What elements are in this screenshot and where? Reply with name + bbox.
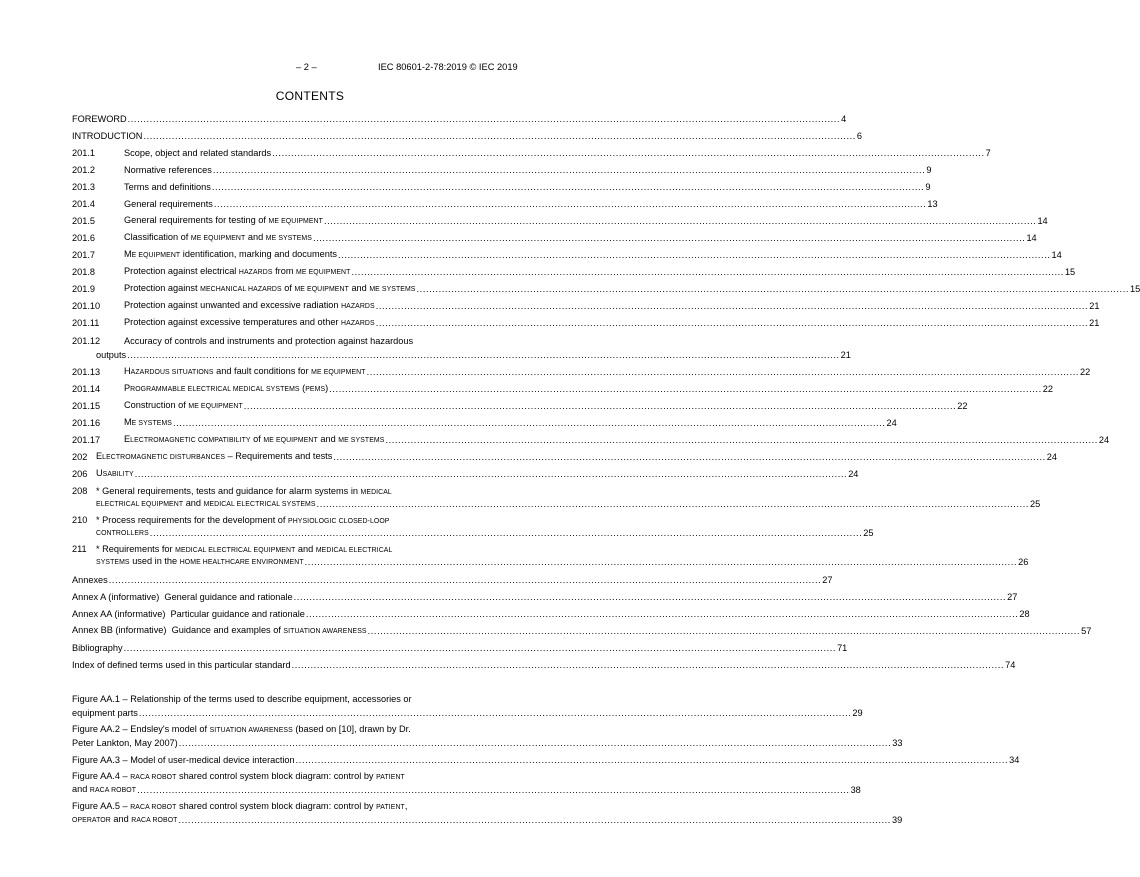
toc-entry-202[interactable]: 202 ELECTROMAGNETIC DISTURBANCES – Requirements and tests .................................................................................................................................................................................................................................. 24	[72, 451, 1058, 462]
leader-dots: ..................................................................................................................................................................................................................................	[149, 528, 863, 538]
toc-entry-206[interactable]: 206 USABILITY .................................................................................................................................................................................................................................. 24	[72, 468, 859, 479]
figure-entry-aa4-line1[interactable]: Figure AA.4 – RACA ROBOT shared control system block diagram: control by PATIENT	[72, 771, 405, 781]
toc-entry-introduction[interactable]: INTRODUCTION .................................................................................................................................................................................................................................. 6	[72, 131, 863, 141]
leader-dots: ..................................................................................................................................................................................................................................	[211, 182, 925, 192]
toc-entry-201-4[interactable]: 201.4 General requirements .................................................................................................................................................................................................................................. 13	[72, 199, 938, 209]
leader-dots: ..................................................................................................................................................................................................................................	[178, 815, 891, 825]
toc-entry-201-17[interactable]: 201.17 ELECTROMAGNETIC COMPATIBILITY of ME EQUIPMENT and ME SYSTEMS .................................................................................................................................................................................................................................. 24	[72, 434, 1110, 445]
leader-dots: ..................................................................................................................................................................................................................................	[416, 284, 1129, 294]
standard-header: IEC 80601-2-78:2019 © IEC 2019	[378, 62, 518, 72]
toc-entry-210-line1[interactable]: 210 * Process requirements for the development of PHYSIOLOGIC CLOSED-LOOP	[72, 515, 390, 525]
toc-entry-201-2[interactable]: 201.2 Normative references .................................................................................................................................................................................................................................. 9	[72, 165, 932, 175]
leader-dots: ..................................................................................................................................................................................................................................	[375, 301, 1089, 311]
toc-entry-annex-a[interactable]: Annex A (informative) General guidance and rationale .................................................................................................................................................................................................................................. 27	[72, 592, 1018, 602]
toc-entry-201-10[interactable]: 201.10 Protection against unwanted and excessive radiation HAZARDS .................................................................................................................................................................................................................................. 21	[72, 300, 1100, 311]
toc-entry-index[interactable]: Index of defined terms used in this particular standard .................................................................................................................................................................................................................................. 74	[72, 660, 1016, 670]
toc-entry-201-12-line1[interactable]: 201.12 Accuracy of controls and instruments and protection against hazardous	[72, 336, 414, 346]
figure-entry-aa1-line1[interactable]: Figure AA.1 – Relationship of the terms used to describe equipment, accessories or	[72, 694, 412, 704]
leader-dots: ..................................................................................................................................................................................................................................	[338, 250, 1051, 260]
leader-dots: ..................................................................................................................................................................................................................................	[375, 318, 1089, 328]
leader-dots: ..................................................................................................................................................................................................................................	[305, 609, 1019, 619]
leader-dots: ..................................................................................................................................................................................................................................	[212, 165, 926, 175]
leader-dots: ..................................................................................................................................................................................................................................	[108, 575, 822, 585]
page-number: – 2 –	[296, 62, 317, 72]
leader-dots: ..................................................................................................................................................................................................................................	[351, 267, 1064, 277]
figure-entry-aa2-line1[interactable]: Figure AA.2 – Endsley's model of SITUATION AWARENESS (based on [10], drawn by Dr.	[72, 724, 411, 734]
leader-dots: ..................................................................................................................................................................................................................................	[293, 592, 1007, 602]
leader-dots: ..................................................................................................................................................................................................................................	[127, 114, 841, 124]
toc-entry-foreword[interactable]: FOREWORD .................................................................................................................................................................................................................................. 4	[72, 114, 847, 124]
toc-entry-annex-bb[interactable]: Annex BB (informative) Guidance and examples of SITUATION AWARENESS .................................................................................................................................................................................................................................. 57	[72, 625, 1092, 636]
toc-entry-bibliography[interactable]: Bibliography .................................................................................................................................................................................................................................. 71	[72, 643, 848, 653]
leader-dots: ..................................................................................................................................................................................................................................	[312, 233, 1026, 243]
leader-dots: ..................................................................................................................................................................................................................................	[137, 785, 850, 795]
leader-dots: ..................................................................................................................................................................................................................................	[213, 199, 927, 209]
toc-entry-annex-aa[interactable]: Annex AA (informative) Particular guidance and rationale .................................................................................................................................................................................................................................. 28	[72, 609, 1030, 619]
leader-dots: ..................................................................................................................................................................................................................................	[385, 435, 1098, 445]
toc-entry-211-line1[interactable]: 211 * Requirements for MEDICAL ELECTRICAL EQUIPMENT and MEDICAL ELECTRICAL	[72, 544, 393, 554]
toc-entry-201-14[interactable]: 201.14 PROGRAMMABLE ELECTRICAL MEDICAL SYSTEMS (PEMS) .................................................................................................................................................................................................................................. 22	[72, 383, 1053, 394]
leader-dots: ..................................................................................................................................................................................................................................	[178, 738, 892, 748]
figure-entry-aa3[interactable]: Figure AA.3 – Model of user-medical device interaction .................................................................................................................................................................................................................................. 34	[72, 755, 1020, 765]
contents-title: CONTENTS	[275, 89, 345, 103]
toc-entry-208-line1[interactable]: 208 * General requirements, tests and guidance for alarm systems in MEDICAL	[72, 486, 392, 496]
figure-entry-aa5-line1[interactable]: Figure AA.5 – RACA ROBOT shared control system block diagram: control by PATIENT,	[72, 801, 408, 811]
toc-entry-201-12-line2[interactable]: outputs .................................................................................................................................................................................................................................. 21	[96, 350, 851, 360]
figure-entry-aa2-line2[interactable]: Peter Lankton, May 2007) .................................................................................................................................................................................................................................. 33	[72, 738, 903, 748]
figure-entry-aa1-line2[interactable]: equipment parts .................................................................................................................................................................................................................................. 29	[72, 708, 863, 718]
toc-entry-201-7[interactable]: 201.7 ME EQUIPMENT identification, marking and documents .................................................................................................................................................................................................................................. 14	[72, 249, 1062, 260]
figure-entry-aa5-line2[interactable]: OPERATOR and RACA ROBOT .................................................................................................................................................................................................................................. 39	[72, 814, 903, 825]
toc-entry-201-9[interactable]: 201.9 Protection against MECHANICAL HAZARDS of ME EQUIPMENT and ME SYSTEMS .................................................................................................................................................................................................................................. 15	[72, 283, 1140, 294]
leader-dots: ..................................................................................................................................................................................................................................	[173, 418, 886, 428]
toc-entry-annexes[interactable]: Annexes .................................................................................................................................................................................................................................. 27	[72, 575, 833, 585]
toc-entry-208-line2[interactable]: ELECTRICAL EQUIPMENT and MEDICAL ELECTRICAL SYSTEMS .................................................................................................................................................................................................................................. 25	[96, 498, 1041, 509]
leader-dots: ..................................................................................................................................................................................................................................	[243, 401, 957, 411]
leader-dots: ..................................................................................................................................................................................................................................	[291, 660, 1005, 670]
toc-entry-201-5[interactable]: 201.5 General requirements for testing of ME EQUIPMENT .................................................................................................................................................................................................................................. 14	[72, 215, 1048, 226]
toc-entry-201-16[interactable]: 201.16 ME SYSTEMS .................................................................................................................................................................................................................................. 24	[72, 417, 897, 428]
toc-entry-201-13[interactable]: 201.13 HAZARDOUS SITUATIONS and fault conditions for ME EQUIPMENT .................................................................................................................................................................................................................................. 22	[72, 366, 1091, 377]
leader-dots: ..................................................................................................................................................................................................................................	[316, 499, 1030, 509]
toc-entry-201-6[interactable]: 201.6 Classification of ME EQUIPMENT and ME SYSTEMS .................................................................................................................................................................................................................................. 14	[72, 232, 1037, 243]
leader-dots: ..................................................................................................................................................................................................................................	[304, 557, 1018, 567]
leader-dots: ..................................................................................................................................................................................................................................	[138, 708, 852, 718]
leader-dots: ..................................................................................................................................................................................................................................	[329, 384, 1042, 394]
leader-dots: ..................................................................................................................................................................................................................................	[367, 626, 1081, 636]
leader-dots: ..................................................................................................................................................................................................................................	[295, 755, 1009, 765]
leader-dots: ..................................................................................................................................................................................................................................	[123, 643, 837, 653]
leader-dots: ..................................................................................................................................................................................................................................	[134, 469, 848, 479]
figure-entry-aa4-line2[interactable]: and RACA ROBOT .................................................................................................................................................................................................................................. 38	[72, 784, 861, 795]
leader-dots: ..................................................................................................................................................................................................................................	[333, 452, 1046, 462]
toc-entry-201-1[interactable]: 201.1 Scope, object and related standards .................................................................................................................................................................................................................................. 7	[72, 148, 991, 158]
leader-dots: ..................................................................................................................................................................................................................................	[143, 131, 856, 141]
toc-entry-201-15[interactable]: 201.15 Construction of ME EQUIPMENT .................................................................................................................................................................................................................................. 22	[72, 400, 968, 411]
leader-dots: ..................................................................................................................................................................................................................................	[272, 148, 985, 158]
toc-entry-201-3[interactable]: 201.3 Terms and definitions .................................................................................................................................................................................................................................. 9	[72, 182, 931, 192]
leader-dots: ..................................................................................................................................................................................................................................	[127, 350, 840, 360]
toc-entry-201-11[interactable]: 201.11 Protection against excessive temperatures and other HAZARDS .................................................................................................................................................................................................................................. 21	[72, 317, 1100, 328]
toc-entry-201-8[interactable]: 201.8 Protection against electrical HAZARDS from ME EQUIPMENT .................................................................................................................................................................................................................................. 15	[72, 266, 1076, 277]
toc-entry-210-line2[interactable]: CONTROLLERS .................................................................................................................................................................................................................................. 25	[96, 528, 874, 538]
leader-dots: ..................................................................................................................................................................................................................................	[366, 367, 1080, 377]
toc-entry-211-line2[interactable]: SYSTEMS used in the HOME HEALTHCARE ENVIRONMENT .................................................................................................................................................................................................................................. 26	[96, 556, 1029, 567]
leader-dots: ..................................................................................................................................................................................................................................	[323, 216, 1037, 226]
